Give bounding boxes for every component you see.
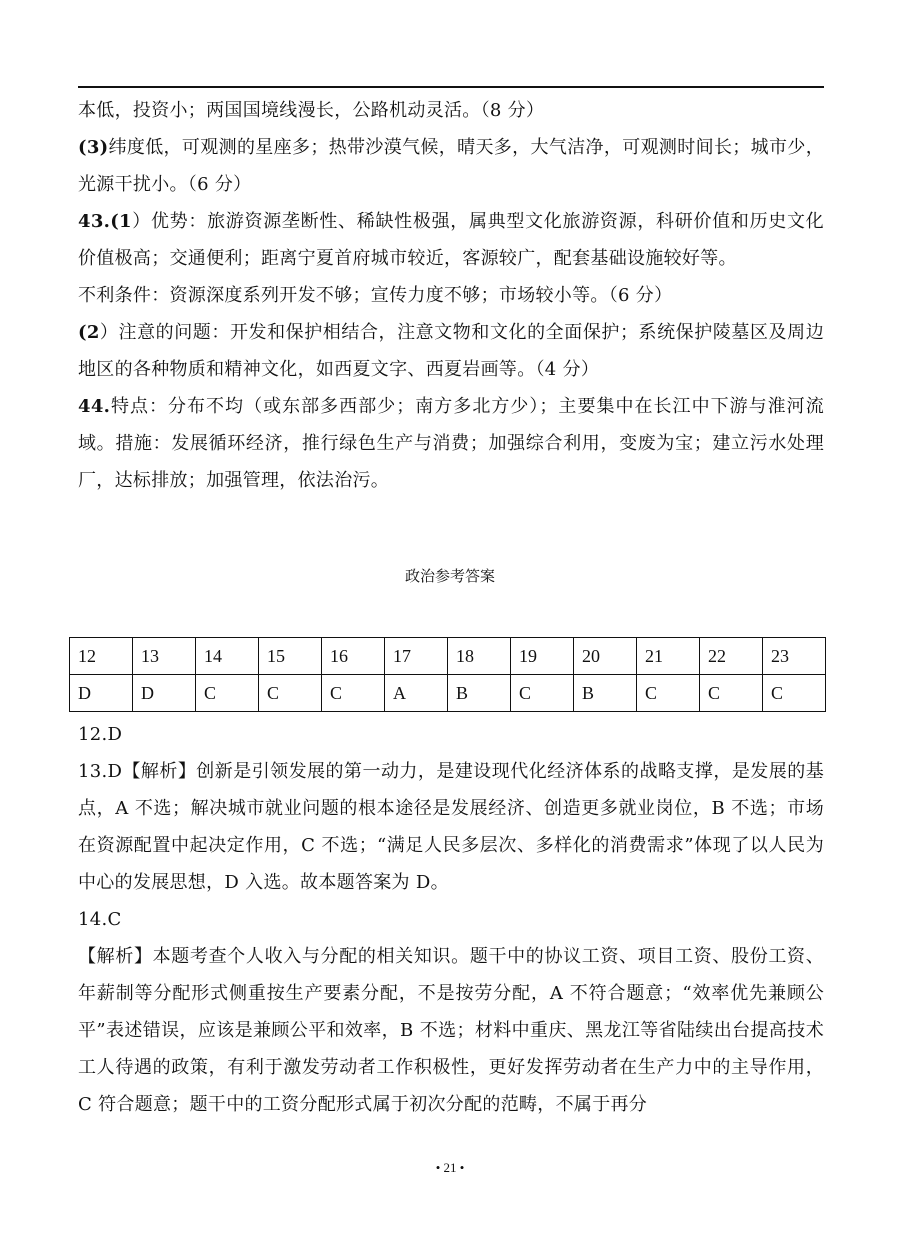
question-number: 12 [70, 638, 133, 675]
question-number: 20 [574, 638, 637, 675]
answer-q43 [78, 203, 824, 277]
answer-cell: C [637, 675, 700, 712]
geography-answers [78, 92, 824, 499]
answer-item-3 [78, 129, 824, 203]
item-label: (3) [78, 137, 109, 158]
section-title: 政治参考答案 [404, 567, 495, 585]
question-number: 14 [196, 638, 259, 675]
question-number-row [70, 638, 826, 675]
answer-row [70, 675, 826, 712]
answer-q43-cons: 不利条件：资源深度系列开发不够；宣传力度不够；市场较小等。（6 分） [78, 285, 673, 306]
answer-cell: B [574, 675, 637, 712]
item-label: 44. [78, 396, 111, 417]
item-text: ）优势：旅游资源垄断性、稀缺性极强，属典型文化旅游资源，科研价值和历史文化价值极高；交通便利；距离宁夏首府城市较近，客源较广，配套基础设施较好等。 [78, 211, 824, 269]
question-number: 15 [259, 638, 322, 675]
question-number: 21 [637, 638, 700, 675]
answer-line: 本低，投资小；两国国境线漫长，公路机动灵活。（8 分） [78, 100, 545, 121]
answer-cell: D [70, 675, 133, 712]
question-number: 22 [700, 638, 763, 675]
answer-cell: C [700, 675, 763, 712]
answer-cell: C [511, 675, 574, 712]
item-text: 特点：分布不均（或东部多西部少；南方多北方少）；主要集中在长江中下游与淮河流域。措施：发展循环经济，推行绿色生产与消费；加强综合利用，变废为宝；建立污水处理厂，达标排放；加强管理，依法治污。 [78, 396, 824, 491]
answer-q12: 12.D [78, 724, 123, 745]
question-number: 16 [322, 638, 385, 675]
answer-cell: C [322, 675, 385, 712]
item-text: ）注意的问题：开发和保护相结合，注意文物和文化的全面保护；系统保护陵墓区及周边地区的各种物质和精神文化，如西夏文字、西夏岩画等。（4 分） [78, 322, 824, 380]
question-number: 13 [133, 638, 196, 675]
answer-q14-analysis: 【解析】本题考查个人收入与分配的相关知识。题干中的协议工资、项目工资、股份工资、年薪制等分配形式侧重按生产要素分配，不是按劳分配，A 不符合题意；“效率优先兼顾公平”表述错误，应该是兼顾公平和效率，B 不选；材料中重庆、黑龙江等省陆续出台提高技术工人待遇的政策，有利于激发劳动者工作积极性，更好发挥劳动者在生产力中的主导作用，C 符合题意；题干中的工资分配形式属于初次分配的范畴，不属于再分 [78, 946, 824, 1115]
politics-answers [78, 716, 824, 1123]
question-number: 17 [385, 638, 448, 675]
answer-cell: C [259, 675, 322, 712]
answer-cell: B [448, 675, 511, 712]
answer-cell: D [133, 675, 196, 712]
answer-q13: 13.D【解析】创新是引领发展的第一动力，是建设现代化经济体系的战略支撑，是发展的基点，A 不选；解决城市就业问题的根本途径是发展经济、创造更多就业岗位，B 不选；市场在资源配置中起决定作用，C 不选；“满足人民多层次、多样化的消费需求”体现了以人民为中心的发展思想，D 入选。故本题答案为 D。 [78, 761, 824, 893]
item-label: (2 [78, 322, 100, 343]
answer-table [69, 637, 826, 712]
question-number: 18 [448, 638, 511, 675]
question-number: 23 [763, 638, 826, 675]
answer-q14: 14.C [78, 909, 122, 930]
answer-cell: A [385, 675, 448, 712]
header-rule [78, 86, 824, 88]
answer-q44 [78, 388, 824, 499]
answer-q43-2 [78, 314, 824, 388]
question-number: 19 [511, 638, 574, 675]
page-number: • 21 • [435, 1160, 465, 1175]
answer-cell: C [763, 675, 826, 712]
item-label: 43.(1 [78, 211, 132, 232]
item-text: 纬度低，可观测的星座多；热带沙漠气候，晴天多，大气洁净，可观测时间长；城市少，光源干扰小。（6 分） [78, 137, 824, 195]
answer-cell: C [196, 675, 259, 712]
